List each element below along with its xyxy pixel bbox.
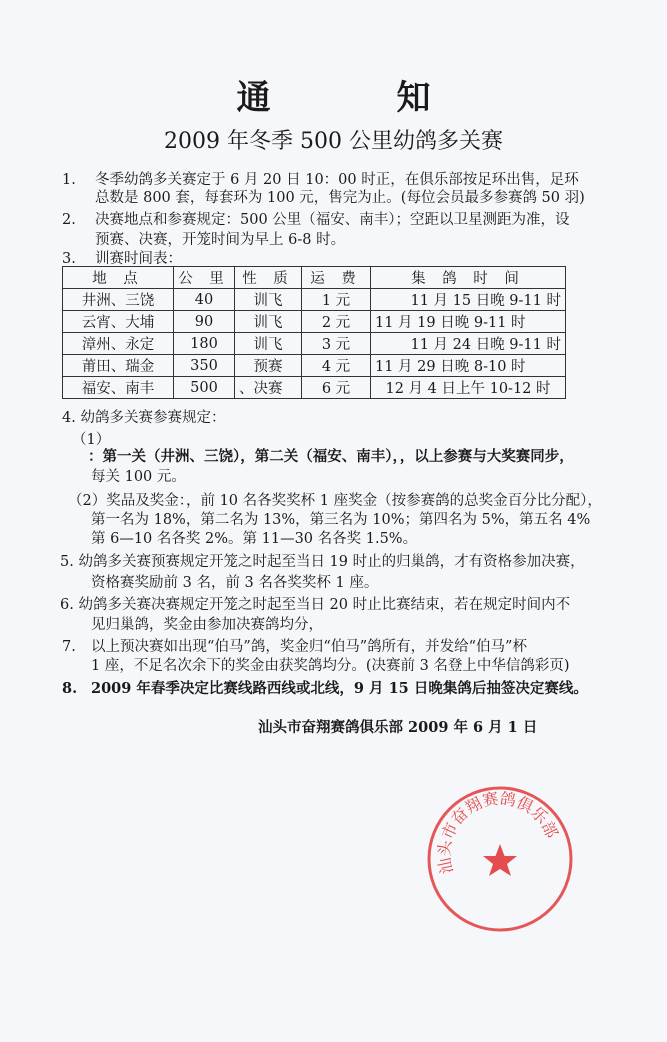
- table-cell: 3 元: [302, 333, 371, 355]
- item-4-sub1-line-2: 每关 100 元。: [91, 469, 186, 485]
- table-cell: 11 月 29 日晚 8-10 时: [371, 355, 566, 377]
- table-cell: 11 月 24 日晚 9-11 时: [371, 333, 566, 355]
- club-seal-stamp: [425, 784, 575, 934]
- table-cell: 井洲、三饶: [63, 289, 174, 311]
- table-cell: 漳州、永定: [63, 333, 174, 355]
- table-cell: 莆田、瑞金: [63, 355, 174, 377]
- item-2-number: 2.: [62, 212, 76, 228]
- item-3-label: 训赛时间表：: [95, 251, 182, 267]
- table-cell: 、决赛: [235, 377, 302, 399]
- table-cell: 4 元: [302, 355, 371, 377]
- item-1-line-1: 冬季幼鸽多关赛定于 6 月 20 日 10：00 时正，在俱乐部按足环出售，足环: [95, 172, 579, 188]
- table-cell: 350: [174, 355, 235, 377]
- table-header-cell: 地 点: [63, 267, 174, 289]
- signature-line: 汕头市奋翔赛鸽俱乐部 2009 年 6 月 1 日: [258, 719, 538, 736]
- item-3-number: 3.: [62, 251, 76, 267]
- item-7-number: 7.: [62, 639, 76, 655]
- table-cell: 500: [174, 377, 235, 399]
- page-subtitle: 2009 年冬季 500 公里幼鸽多关赛: [164, 129, 503, 154]
- table-row: [63, 289, 566, 311]
- table-header-row: [63, 267, 566, 289]
- table-cell: 11 月 19 日晚 9-11 时: [371, 311, 566, 333]
- item-1-line-2: 总数是 800 套，每套环为 100 元，售完为止。(每位会员最多参赛鸽 50 羽): [95, 190, 585, 206]
- training-schedule-table: [62, 266, 566, 399]
- table-row: [63, 333, 566, 355]
- table-header-cell: 运 费: [302, 267, 371, 289]
- seal-text: 汕头市奋翔赛鸽俱乐部: [434, 788, 562, 876]
- table-cell: 180: [174, 333, 235, 355]
- table-cell: 预赛: [235, 355, 302, 377]
- table-row: [63, 311, 566, 333]
- item-6-line-1: 6. 幼鸽多关赛决赛规定开笼之时起至当日 20 时止比赛结束，若在规定时间内不: [60, 597, 571, 613]
- item-7-line-2: 1 座，不足名次余下的奖金由获奖鸽均分。(决赛前 3 名登上中华信鸽彩页): [91, 658, 570, 674]
- item-2-line-2: 预赛、决赛，开笼时间为早上 6-8 时。: [95, 232, 346, 248]
- table-header-cell: 集 鸽 时 间: [371, 267, 566, 289]
- table-cell: 2 元: [302, 311, 371, 333]
- table-cell: 40: [174, 289, 235, 311]
- table-cell: 训飞: [235, 289, 302, 311]
- star-icon: [483, 844, 517, 876]
- item-5-line-2: 资格赛奖励前 3 名，前 3 名各奖奖杯 1 座。: [91, 575, 379, 591]
- table-cell: 云宵、大埔: [63, 311, 174, 333]
- table-cell: 12 月 4 日上午 10-12 时: [371, 377, 566, 399]
- item-4-sub2-line-1: （2）奖品及奖金：，前 10 名各奖奖杯 1 座奖金（按参赛鸽的总奖金百分比分配），: [68, 493, 602, 509]
- table-row: [63, 355, 566, 377]
- item-4-sub2-line-3: 第 6—10 名各奖 2%。第 11—30 名各奖 1.5%。: [91, 531, 418, 547]
- table-row: [63, 377, 566, 399]
- table-cell: 1 元: [302, 289, 371, 311]
- table-cell: 11 月 15 日晚 9-11 时: [371, 289, 566, 311]
- table-header-cell: 性 质: [235, 267, 302, 289]
- page-title: 通 知: [236, 78, 477, 118]
- table-cell: 6 元: [302, 377, 371, 399]
- item-8-number: 8.: [62, 680, 78, 697]
- item-4-sub1-line-1: ：第一关（井洲、三饶），第二关（福安、南丰），，以上参赛与大奖赛同步，: [88, 448, 574, 465]
- table-header-cell: 公 里: [174, 267, 235, 289]
- item-2-line-1: 决赛地点和参赛规定：500 公里（福安、南丰）；空距以卫星测距为准，设: [95, 212, 570, 228]
- item-4-sub2-line-2: 第一名为 18%，第二名为 13%，第三名为 10%；第四名为 5%，第五名 4%: [91, 512, 591, 528]
- item-4-title: 4. 幼鸽多关赛参赛规定：: [62, 410, 226, 426]
- table-cell: 福安、南丰: [63, 377, 174, 399]
- table-cell: 训飞: [235, 311, 302, 333]
- item-5-line-1: 5. 幼鸽多关赛预赛规定开笼之时起至当日 19 时止的归巢鸽，才有资格参加决赛，: [60, 554, 585, 570]
- item-7-line-1: 以上预决赛如出现“伯马”鸽，奖金归“伯马”鸽所有，并发给“伯马”杯: [91, 639, 527, 655]
- item-4-sub1-label: （1）: [72, 432, 111, 448]
- item-6-line-2: 见归巢鸽，奖金由参加决赛鸽均分，: [91, 617, 323, 633]
- item-8-line-1: 2009 年春季决定比赛线路西线或北线，9 月 15 日晚集鸽后抽签决定赛线。: [91, 680, 588, 697]
- item-1-number: 1.: [62, 172, 76, 188]
- table-cell: 90: [174, 311, 235, 333]
- table-cell: 训飞: [235, 333, 302, 355]
